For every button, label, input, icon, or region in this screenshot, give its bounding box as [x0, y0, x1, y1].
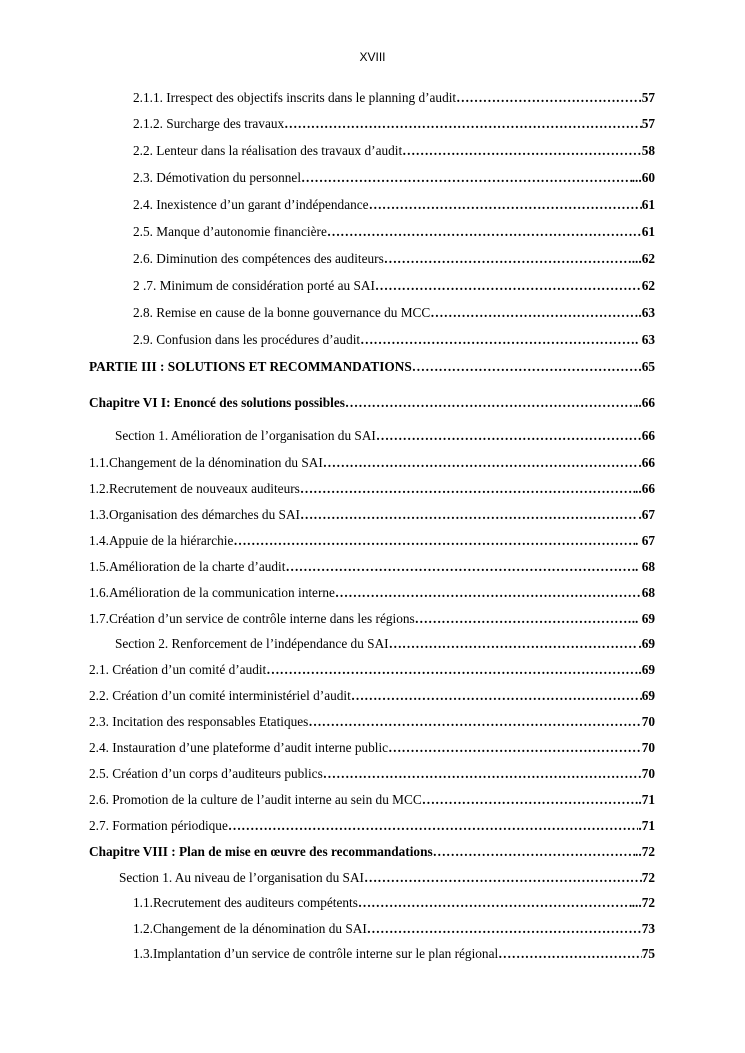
- toc-entry: [133, 304, 655, 322]
- toc-leader-dots: [300, 506, 638, 524]
- toc-entry-page: 57: [641, 90, 655, 105]
- toc-entry-page: .69: [638, 662, 655, 677]
- toc-entry-page: 58: [641, 143, 655, 158]
- toc-entry-title: 1.2.Changement de la dénomination du SAI: [133, 921, 367, 936]
- toc-entry: [89, 713, 655, 731]
- toc-entry: [89, 532, 655, 550]
- toc-entry: [133, 894, 655, 912]
- toc-entry-title: 1.3.Implantation d’un service de contrôle interne sur le plan régional: [133, 946, 499, 961]
- toc-entry-title: 1.6.Amélioration de la communication interne: [89, 585, 335, 600]
- toc-leader-dots: [376, 427, 642, 445]
- toc-entry-page: .65: [638, 359, 655, 374]
- toc-entry-title: 2.4. Inexistence d’un garant d’indépendance: [133, 197, 369, 212]
- toc-entry-page: 62: [641, 278, 655, 293]
- toc-leader-dots: [402, 142, 642, 160]
- toc-leader-dots: [228, 817, 639, 835]
- toc-entry-page: 69: [641, 688, 655, 703]
- toc-entry: [89, 817, 655, 835]
- toc-leader-dots: [360, 331, 635, 349]
- toc-entry: [89, 454, 655, 472]
- toc-leader-dots: [430, 304, 638, 322]
- toc-entry-page: ...72: [631, 895, 655, 910]
- toc-section-heading: [115, 427, 655, 445]
- toc-leader-dots: [422, 791, 635, 809]
- toc-entry-page: .71: [638, 818, 655, 833]
- toc-entry-page: 73: [641, 921, 655, 936]
- toc-entry-title: 1.2.Recrutement de nouveaux auditeurs: [89, 481, 300, 496]
- toc-entry-title: Section 1. Au niveau de l’organisation du SAI: [119, 870, 364, 885]
- toc-part-heading: [89, 358, 655, 376]
- toc-entry: [133, 89, 655, 107]
- toc-leader-dots: [345, 394, 635, 412]
- toc-section-heading: [115, 635, 655, 653]
- toc-entry-title: 2 .7. Minimum de considération porté au SAI: [133, 278, 375, 293]
- toc-entry-title: Chapitre VIII : Plan de mise en œuvre des recommandations: [89, 844, 433, 859]
- toc-entry-page: .63: [638, 305, 655, 320]
- toc-chapter-heading: [89, 394, 655, 412]
- toc-entry-title: Section 1. Amélioration de l’organisation du SAI: [115, 428, 376, 443]
- toc-entry: [89, 506, 655, 524]
- toc-entry-title: 1.1.Recrutement des auditeurs compétents: [133, 895, 358, 910]
- toc-entry-page: .66: [638, 455, 655, 470]
- toc-entry: [133, 250, 655, 268]
- toc-entry: [133, 115, 655, 133]
- toc-entry-title: 2.5. Création d’un corps d’auditeurs publics: [89, 766, 323, 781]
- toc-entry-title: 2.4. Instauration d’une plateforme d’audit interne public: [89, 740, 389, 755]
- toc-entry-page: 68: [641, 585, 655, 600]
- toc-entry: [133, 196, 655, 214]
- toc-leader-dots: [412, 358, 639, 376]
- toc-entry-page: .67: [638, 507, 655, 522]
- toc-entry-page: 66: [641, 428, 655, 443]
- toc-entry: [133, 142, 655, 160]
- toc-entry: [89, 687, 655, 705]
- toc-leader-dots: [375, 277, 642, 295]
- toc-entry-title: Chapitre VI I: Enoncé des solutions possibles: [89, 395, 345, 410]
- toc-leader-dots: [388, 739, 642, 757]
- toc-entry-title: 2.1.2. Surcharge des travaux: [133, 116, 285, 131]
- toc-entry-title: 2.1.1. Irrespect des objectifs inscrits dans le planning d’audit: [133, 90, 457, 105]
- toc-leader-dots: [323, 454, 639, 472]
- toc-leader-dots: [384, 250, 632, 268]
- toc-entry-page: ..66: [635, 395, 655, 410]
- toc-leader-dots: [300, 480, 635, 498]
- toc-entry-title: 2.7. Formation périodique: [89, 818, 228, 833]
- toc-entry: [89, 584, 655, 602]
- toc-chapter-heading: [89, 843, 655, 861]
- toc-entry: [89, 610, 655, 628]
- toc-entry-page: ...62: [631, 251, 655, 266]
- toc-leader-dots: [301, 169, 632, 187]
- toc-leader-dots: [433, 843, 635, 861]
- toc-entry: [133, 277, 655, 295]
- toc-section-heading: [119, 869, 655, 887]
- toc-leader-dots: [367, 920, 642, 938]
- toc-leader-dots: [308, 713, 641, 731]
- toc-entry: [89, 558, 655, 576]
- toc-entry-page: ..66: [635, 481, 655, 496]
- toc-leader-dots: [358, 894, 632, 912]
- toc-entry: [89, 791, 655, 809]
- toc-entry-title: 1.5.Amélioration de la charte d’audit: [89, 559, 286, 574]
- toc-entry-page: 61: [641, 224, 655, 239]
- toc-entry: [133, 169, 655, 187]
- toc-leader-dots: [284, 115, 642, 133]
- toc-entry-title: 2.6. Diminution des compétences des auditeurs: [133, 251, 384, 266]
- toc-leader-dots: [389, 635, 639, 653]
- toc-entry-page: . 63: [635, 332, 655, 347]
- toc-entry-page: . 67: [635, 533, 655, 548]
- toc-leader-dots: [415, 610, 632, 628]
- toc-entry-title: 2.9. Confusion dans les procédures d’audit: [133, 332, 361, 347]
- toc-entry-page: 70: [641, 766, 655, 781]
- toc-entry-page: 75: [641, 946, 655, 961]
- toc-entry-title: 2.2. Lenteur dans la réalisation des travaux d’audit: [133, 143, 403, 158]
- toc-entry-title: Section 2. Renforcement de l’indépendance du SAI: [115, 636, 389, 651]
- toc-leader-dots: [369, 196, 642, 214]
- toc-entry-title: 2.8. Remise en cause de la bonne gouvernance du MCC: [133, 305, 431, 320]
- toc-entry-title: 2.5. Manque d’autonomie financière: [133, 224, 327, 239]
- toc-entry-title: 2.1. Création d’un comité d’audit: [89, 662, 267, 677]
- toc-entry-page: 70: [641, 714, 655, 729]
- toc-entry: [89, 480, 655, 498]
- toc-entry-title: 2.2. Création d’un comité interministériel d’audit: [89, 688, 351, 703]
- toc-entry: [89, 765, 655, 783]
- toc-entry-title: 1.1.Changement de la dénomination du SAI: [89, 455, 323, 470]
- toc-leader-dots: [498, 945, 642, 963]
- toc-leader-dots: [233, 532, 635, 550]
- toc-entry-page: 57: [641, 116, 655, 131]
- page-number: XVIII: [359, 50, 386, 64]
- toc-entry-title: PARTIE III : SOLUTIONS ET RECOMMANDATIONS: [89, 359, 412, 374]
- toc-entry-page: .69: [638, 636, 655, 651]
- toc-entry: [133, 331, 655, 349]
- toc-entry-title: 2.3. Incitation des responsables Etatiques: [89, 714, 309, 729]
- toc-leader-dots: [285, 558, 631, 576]
- toc-entry-page: .. 68: [631, 559, 655, 574]
- toc-leader-dots: [364, 869, 642, 887]
- toc-entry-page: ...60: [631, 170, 655, 185]
- toc-entry: [89, 739, 655, 757]
- toc-leader-dots: [327, 223, 642, 241]
- toc-leader-dots: [335, 584, 642, 602]
- toc-entry: [89, 661, 655, 679]
- toc-entry-title: 2.6. Promotion de la culture de l’audit interne au sein du MCC: [89, 792, 422, 807]
- toc-leader-dots: [351, 687, 642, 705]
- toc-entry-page: 70: [641, 740, 655, 755]
- toc-leader-dots: [456, 89, 642, 107]
- toc-entry-title: 1.4.Appuie de la hiérarchie: [89, 533, 234, 548]
- toc-entry-page: ..71: [635, 792, 655, 807]
- toc-entry-page: ..72: [635, 844, 655, 859]
- toc-entry-page: .. 69: [631, 611, 655, 626]
- toc-entry-page: 61: [641, 197, 655, 212]
- toc-entry-page: 72: [641, 870, 655, 885]
- toc-entry: [133, 920, 655, 938]
- toc-leader-dots: [323, 765, 642, 783]
- toc-entry: [133, 945, 655, 963]
- toc-entry-title: 2.3. Démotivation du personnel: [133, 170, 302, 185]
- toc-leader-dots: [266, 661, 638, 679]
- toc-entry-title: 1.3.Organisation des démarches du SAI: [89, 507, 300, 522]
- toc-entry-title: 1.7.Création d’un service de contrôle interne dans les régions: [89, 611, 415, 626]
- toc-entry: [133, 223, 655, 241]
